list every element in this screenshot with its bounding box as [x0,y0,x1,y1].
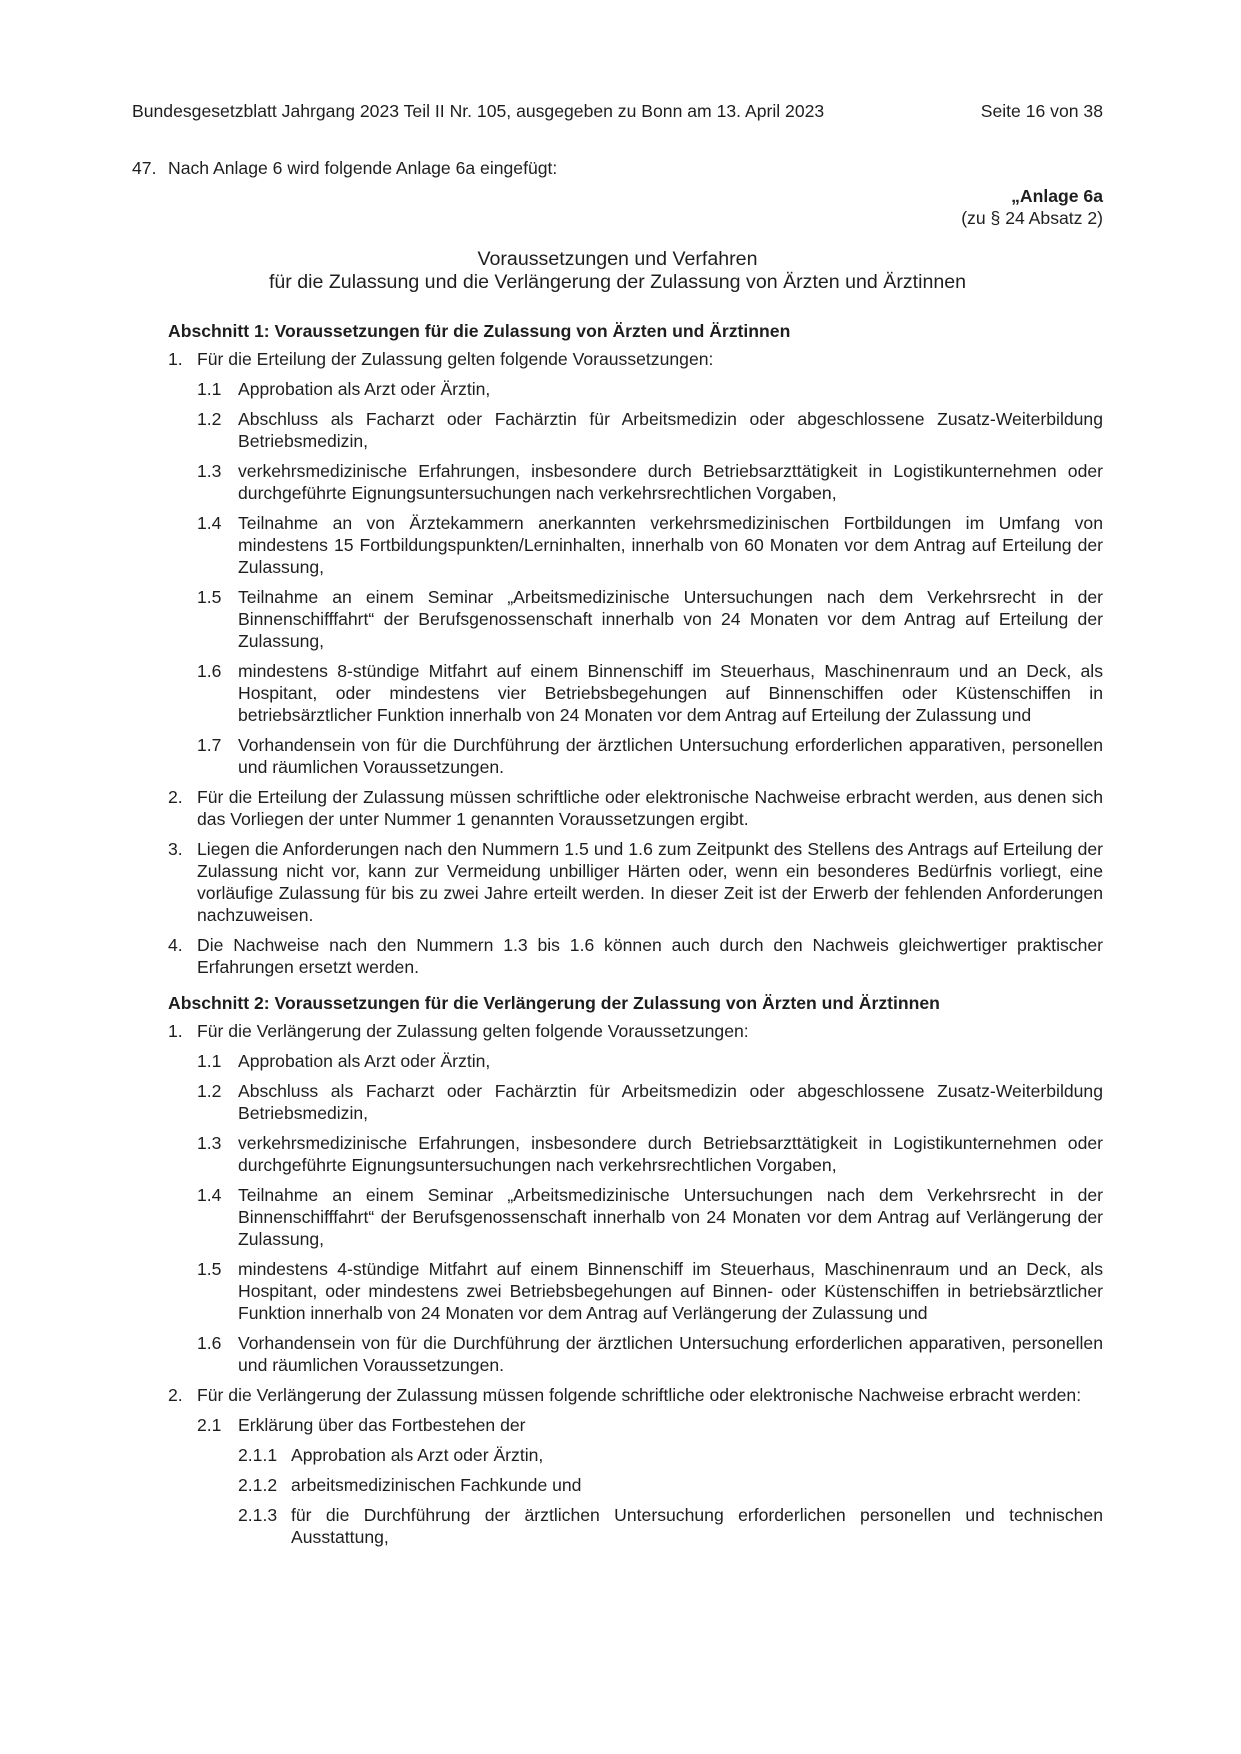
list-item-number: 4. [168,935,183,955]
document-title-line-1: Voraussetzungen und Verfahren [477,248,758,270]
list-item-number: 1.4 [197,1185,222,1205]
list-item-number: 1.1 [197,379,222,399]
list-item [168,934,1103,978]
list-item-number: 1. [168,1021,183,1041]
document-body [168,320,1103,1556]
amendment-number: 47. [132,158,157,178]
list-item-text: Approbation als Arzt oder Ärztin, [291,1445,544,1465]
list-item [168,348,1103,370]
annex-label-block [961,185,1103,229]
list-item-number: 1.7 [197,735,222,755]
list-item [168,786,1103,830]
annex-reference: (zu § 24 Absatz 2) [961,208,1103,228]
list-item-text: verkehrsmedizinische Erfahrungen, insbesondere durch Betriebsarzttätigkeit in Logistikunternehmen oder durchgeführte Eignungsuntersuchungen nach verkehrsrechtlichen Vorgaben, [238,461,1103,503]
list-item [168,1020,1103,1042]
list-item [197,660,1103,726]
list-item-text: Für die Verlängerung der Zulassung gelten folgende Voraussetzungen: [197,1021,749,1041]
page-header-publication: Bundesgesetzblatt Jahrgang 2023 Teil II Nr. 105, ausgegeben zu Bonn am 13. April 2023 [132,101,825,121]
list-item-text: Teilnahme an von Ärztekammern anerkannten verkehrsmedizinischen Fortbildungen im Umfang von mindestens 15 Fortbildungspunkten/Lerninhalten, innerhalb von 60 Monaten vor dem Antrag auf Erteilung der Zulassung, [238,513,1103,577]
list-item-number: 3. [168,839,183,859]
list-item [197,460,1103,504]
list-item-number: 1.2 [197,1081,222,1101]
list-item [197,1414,1103,1436]
list-item-text: Erklärung über das Fortbestehen der [238,1415,526,1435]
list-item [168,1384,1103,1406]
list-item-text: Teilnahme an einem Seminar „Arbeitsmedizinische Untersuchungen nach dem Verkehrsrecht in der Binnenschifffahrt“ der Berufsgenossenschaft innerhalb von 24 Monaten vor dem Antrag auf Verlängerung der Zulassung, [238,1185,1103,1249]
document-title-line-2: für die Zulassung und die Verlängerung der Zulassung von Ärzten und Ärztinnen [268,271,967,293]
list-item-text: Abschluss als Facharzt oder Fachärztin für Arbeitsmedizin oder abgeschlossene Zusatz-Weiterbildung Betriebsmedizin, [238,409,1103,451]
list-item [197,1184,1103,1250]
list-item [197,734,1103,778]
list-item [197,1132,1103,1176]
document-title [132,248,1103,294]
list-item-text: Abschluss als Facharzt oder Fachärztin für Arbeitsmedizin oder abgeschlossene Zusatz-Weiterbildung Betriebsmedizin, [238,1081,1103,1123]
list-item-number: 1.6 [197,1333,222,1353]
list-item-text: mindestens 4-stündige Mitfahrt auf einem Binnenschiff im Steuerhaus, Maschinenraum und an Deck, als Hospitant, oder mindestens zwei Betriebsbegehungen auf Binnen- oder Küstenschiffen in betriebsärztlicher Funktion innerhalb von 24 Monaten vor dem Antrag auf Verlängerung der Zulassung und [238,1259,1103,1323]
list-item-number: 1.5 [197,1259,222,1279]
list-item-number: 1.1 [197,1051,222,1071]
list-item [168,838,1103,926]
list-item-text: mindestens 8-stündige Mitfahrt auf einem Binnenschiff im Steuerhaus, Maschinenraum und an Deck, als Hospitant, oder mindestens vier Betriebsbegehungen auf Binnenschiffen oder Küstenschiffen in betriebsärztlicher Funktion innerhalb von 24 Monaten vor dem Antrag auf Erteilung der Zulassung und [238,661,1103,725]
list-item-number: 1.5 [197,587,222,607]
list-item [197,512,1103,578]
annex-title: „Anlage 6a [1011,186,1103,206]
list-item-number: 1.3 [197,1133,222,1153]
list-item-number: 2.1.1 [238,1445,278,1465]
list-item-number: 1.4 [197,513,222,533]
list-item-text: Die Nachweise nach den Nummern 1.3 bis 1.6 können auch durch den Nachweis gleichwertiger praktischer Erfahrungen ersetzt werden. [197,935,1103,977]
page-header-page-number: Seite 16 von 38 [980,101,1103,121]
list-item-text: Vorhandensein von für die Durchführung der ärztlichen Untersuchung erforderlichen apparativen, personellen und räumlichen Voraussetzungen. [238,735,1103,777]
list-item [197,1050,1103,1072]
list-item-number: 2.1.2 [238,1475,278,1495]
list-item-text: Für die Verlängerung der Zulassung müssen folgende schriftliche oder elektronische Nachweise erbracht werden: [197,1385,1082,1405]
list-item-number: 2.1.3 [238,1505,278,1525]
list-item-number: 1.3 [197,461,222,481]
list-item-text: Vorhandensein von für die Durchführung der ärztlichen Untersuchung erforderlichen apparativen, personellen und räumlichen Voraussetzungen. [238,1333,1103,1375]
list-item [197,408,1103,452]
list-item-text: Approbation als Arzt oder Ärztin, [238,379,491,399]
list-item [197,1258,1103,1324]
list-item [197,378,1103,400]
list-item-number: 2. [168,787,183,807]
list-item-text: für die Durchführung der ärztlichen Untersuchung erforderlichen personellen und technischen Ausstattung, [291,1505,1103,1547]
list-item [238,1504,1103,1548]
list-item [197,1332,1103,1376]
list-item-number: 2.1 [197,1415,222,1435]
list-item [197,1080,1103,1124]
section-heading: Abschnitt 1: Voraussetzungen für die Zulassung von Ärzten und Ärztinnen [168,321,791,341]
list-item-number: 1. [168,349,183,369]
list-item-text: arbeitsmedizinischen Fachkunde und [291,1475,582,1495]
list-item-text: Liegen die Anforderungen nach den Nummern 1.5 und 1.6 zum Zeitpunkt des Stellens des Antrags auf Erteilung der Zulassung nicht vor, kann zur Vermeidung unbilliger Härten oder, wenn ein besonderes Bedürfnis vorliegt, eine vorläufige Zulassung für bis zu zwei Jahre erteilt werden. In dieser Zeit ist der Erwerb der fehlenden Anforderungen nachzuweisen. [197,839,1103,925]
list-item-text: verkehrsmedizinische Erfahrungen, insbesondere durch Betriebsarzttätigkeit in Logistikunternehmen oder durchgeführte Eignungsuntersuchungen nach verkehrsrechtlichen Vorgaben, [238,1133,1103,1175]
list-item [238,1444,1103,1466]
list-item [238,1474,1103,1496]
list-item-text: Teilnahme an einem Seminar „Arbeitsmedizinische Untersuchungen nach dem Verkehrsrecht in der Binnenschifffahrt“ der Berufsgenossenschaft innerhalb von 24 Monaten vor dem Antrag auf Erteilung der Zulassung, [238,587,1103,651]
section-heading: Abschnitt 2: Voraussetzungen für die Verlängerung der Zulassung von Ärzten und Ärztinnen [168,993,940,1013]
amendment-intro [132,157,557,179]
list-item [197,586,1103,652]
list-item-text: Für die Erteilung der Zulassung gelten folgende Voraussetzungen: [197,349,714,369]
list-item-number: 2. [168,1385,183,1405]
list-item-number: 1.2 [197,409,222,429]
list-item-text: Für die Erteilung der Zulassung müssen schriftliche oder elektronische Nachweise erbracht werden, aus denen sich das Vorliegen der unter Nummer 1 genannten Voraussetzungen ergibt. [197,787,1103,829]
amendment-text: Nach Anlage 6 wird folgende Anlage 6a eingefügt: [168,158,558,178]
list-item-number: 1.6 [197,661,222,681]
list-item-text: Approbation als Arzt oder Ärztin, [238,1051,491,1071]
